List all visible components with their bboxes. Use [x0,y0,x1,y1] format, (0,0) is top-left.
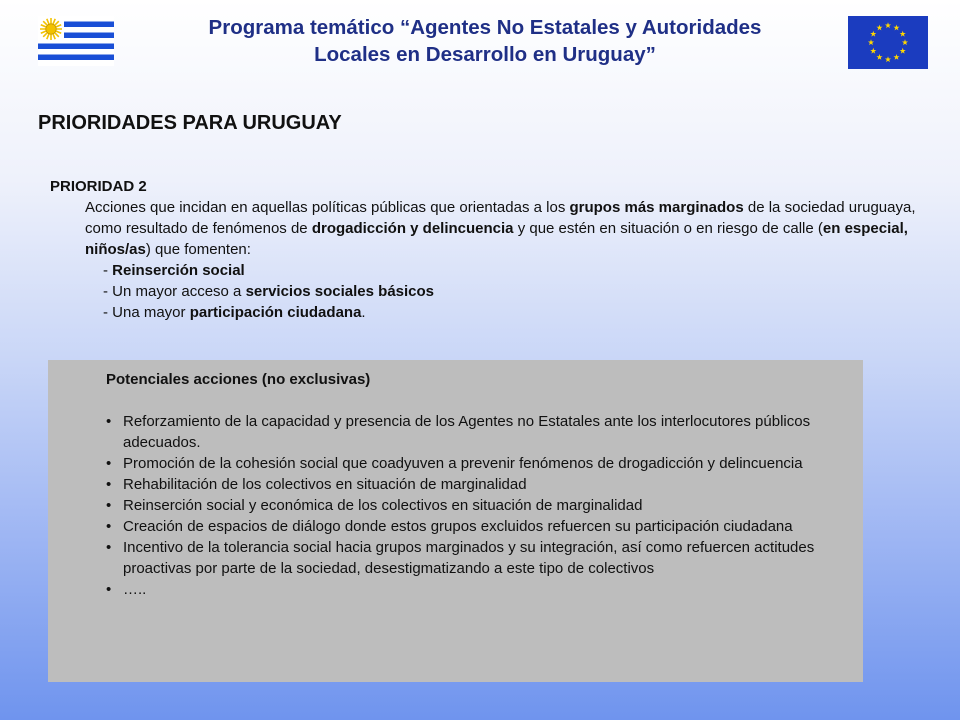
title-line-2: Locales en Desarrollo en Uruguay” [314,43,656,66]
priority-list [50,260,955,323]
emphasis-text: drogadicción y delincuencia [311,220,514,237]
eu-flag-icon [848,16,928,69]
priority-list-item [103,281,955,302]
priority-list-item [103,260,955,281]
uruguay-flag-icon [38,16,114,66]
action-item: • ….. [106,579,856,600]
action-item: • Creación de espacios de diálogo donde estos grupos excluidos refuercen su participación ciudadana [106,516,856,537]
action-item: • Promoción de la cohesión social que coadyuven a prevenir fenómenos de drogadicción y delincuencia [106,453,856,474]
text-run: Acciones que incidan en aquellas políticas públicas que orientadas a los [85,199,570,216]
text-run: . [361,304,366,321]
priority-description [85,197,955,260]
emphasis-text: servicios sociales básicos [245,283,435,300]
section-title: PRIORIDADES PARA URUGUAY [38,112,342,134]
priority-title: PRIORIDAD 2 [50,178,147,195]
emphasis-text: Reinserción social [112,262,245,279]
text-run: y que estén en situación o en riesgo de calle ( [513,220,823,237]
title-line-1: Programa temático “Agentes No Estatales y Autoridades [208,16,762,39]
emphasis-text: en especial, niños/as [85,220,908,258]
emphasis-text: participación ciudadana [189,304,362,321]
priority-block [50,176,955,323]
actions-box [48,360,863,682]
text-run: - [103,262,113,279]
text-run: de la sociedad uruguaya, como resultado de fenómenos de [85,199,916,237]
action-item: • Incentivo de la tolerancia social hacia grupos marginados y su integración, así como refuercen actitudes proactivas por parte de la sociedad, desestigmatizando a este tipo de colectivos [106,537,856,579]
text-run: ) que fomenten: [145,241,251,258]
text-run: - Un mayor acceso a [103,283,246,300]
actions-title: Potenciales acciones (no exclusivas) [106,371,371,388]
action-item: • Reinserción social y económica de los colectivos en situación de marginalidad [106,495,856,516]
page-title [140,14,830,68]
priority-list-item [103,302,955,323]
actions-list [106,411,856,600]
action-item: • Reforzamiento de la capacidad y presencia de los Agentes no Estatales ante los interlocutores públicos adecuados. [106,411,856,453]
text-run: - Una mayor [103,304,190,321]
emphasis-text: grupos más marginados [569,199,744,216]
action-item: • Rehabilitación de los colectivos en situación de marginalidad [106,474,856,495]
